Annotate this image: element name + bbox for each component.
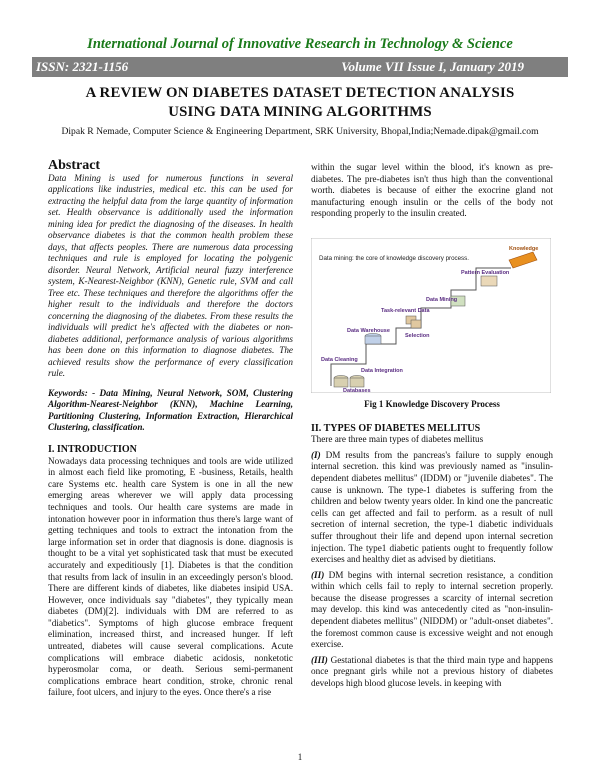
section2-lead: There are three main types of diabetes mellitus xyxy=(311,434,484,445)
label-warehouse: Data Warehouse xyxy=(347,327,390,334)
label-knowledge: Knowledge xyxy=(509,245,539,252)
section2-heading: II. TYPES OF DIABETES MELLITUS xyxy=(311,422,481,434)
type2-paragraph: (II) DM begins with internal secretion resistance, a condition within which cells fail to reply to internal secretion properly. because the disease progresses a scarcity of internal secretion may develop. this kind was antecedently cited as "non-insulin-dependent diabetes mellitus" (NIDDM) or "adult-onset diabetes". the foremost common cause is excessive weight and not enough exercise. xyxy=(311,569,553,650)
label-mining: Data Mining xyxy=(426,296,458,303)
warehouse-icon xyxy=(365,333,381,344)
keywords: Keywords: - Data Mining, Neural Network, SOM, Clustering Algorithm-Nearest-Neighbor (KNN), Machine Learning, Partitioning Clustering, Information Extraction, Hierarchical Clustering, classification. xyxy=(48,387,293,433)
label-cleaning: Data Cleaning xyxy=(321,356,358,363)
issue-band xyxy=(32,57,568,77)
left-column xyxy=(48,160,293,699)
label-integration: Data Integration xyxy=(361,367,403,374)
intro-heading: I. INTRODUCTION xyxy=(48,443,137,455)
kdd-diagram xyxy=(311,238,551,393)
figure-intro-text: Data mining: the core of knowledge discovery process. xyxy=(319,254,469,262)
abstract-heading: Abstract xyxy=(48,158,101,173)
paper-title: A REVIEW ON DIABETES DATASET DETECTION ANALYSIS USING DATA MINING ALGORITHMS xyxy=(85,85,515,120)
page-number: 1 xyxy=(297,752,303,762)
journal-title: International Journal of Innovative Research in Technology & Science xyxy=(87,36,513,52)
issn: ISSN: 2321-1156 xyxy=(36,59,129,74)
label-selection: Selection xyxy=(405,332,430,339)
type1-paragraph: (I) DM results from the pancreas's failure to supply enough internal secretion. this kind was previously named as "insulin-dependent diabetes mellitus" (IDDM) or "juvenile diabetes". The cause is unknown. The type-1 diabetes is suffering from the children and below twenty years older. In kind one the pancreatic cells can get affected and fail to perform. as a result of null secretion of internal secretion, the type-1 diabetic individuals suffer throughout their life and depend upon internal secretion injection. The type1 diabetic patients ought to frequently follow exercises and healthy diet as advised by dietitians. xyxy=(311,449,553,565)
figure-caption: Fig 1 Knowledge Discovery Process xyxy=(364,398,500,409)
label-task: Task-relevant Data xyxy=(381,307,430,314)
label-databases: Databases xyxy=(343,387,371,393)
type3-paragraph: (III) Gestational diabetes is that the third main type and happens once pregnant girls while not a previous history of diabetes develops high blood glucose levels. in keeping with xyxy=(311,654,553,689)
abstract-text: Data Mining is used for numerous functions in several applications like industries, medical etc. this can be used for extracting the helpful data from the large quantity of information set. Health observance is additionally used the information mining idea for predict the diagnosing of the diseases. In health observance diabetes is that the common health problem these days, that affects peoples. There are numerous data processing techniques and rule is employed for locating the polygenic disorder. Neural Network, Artificial neural fuzzy interference system, K-Nearest-Neighbor (KNN), Genetic rule, SVM and call Tree etc. These techniques and therefore the algorithms offer the higher result to the individuals and therefore the doctors concerning the diagnosing of the diabetes. From these results the individuals will predict he's affected with the diabetes or non-diabetes additional, performance analysis of various algorithms has been done on this information to diagnose diabetes. The achieved results show the performance of every classification rule. xyxy=(48,172,293,379)
label-pattern: Pattern Evaluation xyxy=(461,269,510,276)
right-top-text: within the sugar level within the blood, it's known as pre-diabetes. The pre-diabetes isn't thus high than the conventional worth. diabetes is because of either the exocrine gland not manufacturing enough insulin or the cells of the body not responding properly to the insulin created. xyxy=(311,162,553,219)
intro-text: Nowadays data processing techniques and tools are wide utilized in almost each field like promoting, E -business, Retails, health care Systems etc. health care System is one in all the new emerging areas wherever we will apply data processing techniques and tools. Our health care systems are made in intonation however poor in information thus there's large want of getting techniques and tools to extract the intonation from the large information set in order that diagnosis is done. diagnosis is thought to be a vital yet sophisticated task that must be executed accurately and expeditiously [1]. Diabetes is that the condition that results from lack of insulin in an exceedingly person's blood. There are different kinds of diabetes, like diabetes insipid USA. However, once individuals say "diabetes", they typically mean diabetes (DM)[2]. individuals with DM are referred to as "diabetics". Symptoms of high glucose embrace frequent elimination, increased thirst, and increased hunger. If left untreated, diabetes will cause several complications. Acute complications will embrace diabetic acidosis, nonketotic hyperosmolar coma, or death. Serious semi-permanent complications embrace heart condition, stroke, chronic renal failure, foot ulcers, and injury to the eyes. Once there's a rise xyxy=(48,455,293,698)
right-column xyxy=(311,162,553,690)
pattern-icon xyxy=(481,276,497,286)
author-line: Dipak R Nemade, Computer Science & Engineering Department, SRK University, Bhopal,India;Nemade.dipak@gmail.com xyxy=(61,126,539,137)
volume-info: Volume VII Issue I, January 2019 xyxy=(341,59,524,74)
kdd-figure xyxy=(311,238,551,393)
